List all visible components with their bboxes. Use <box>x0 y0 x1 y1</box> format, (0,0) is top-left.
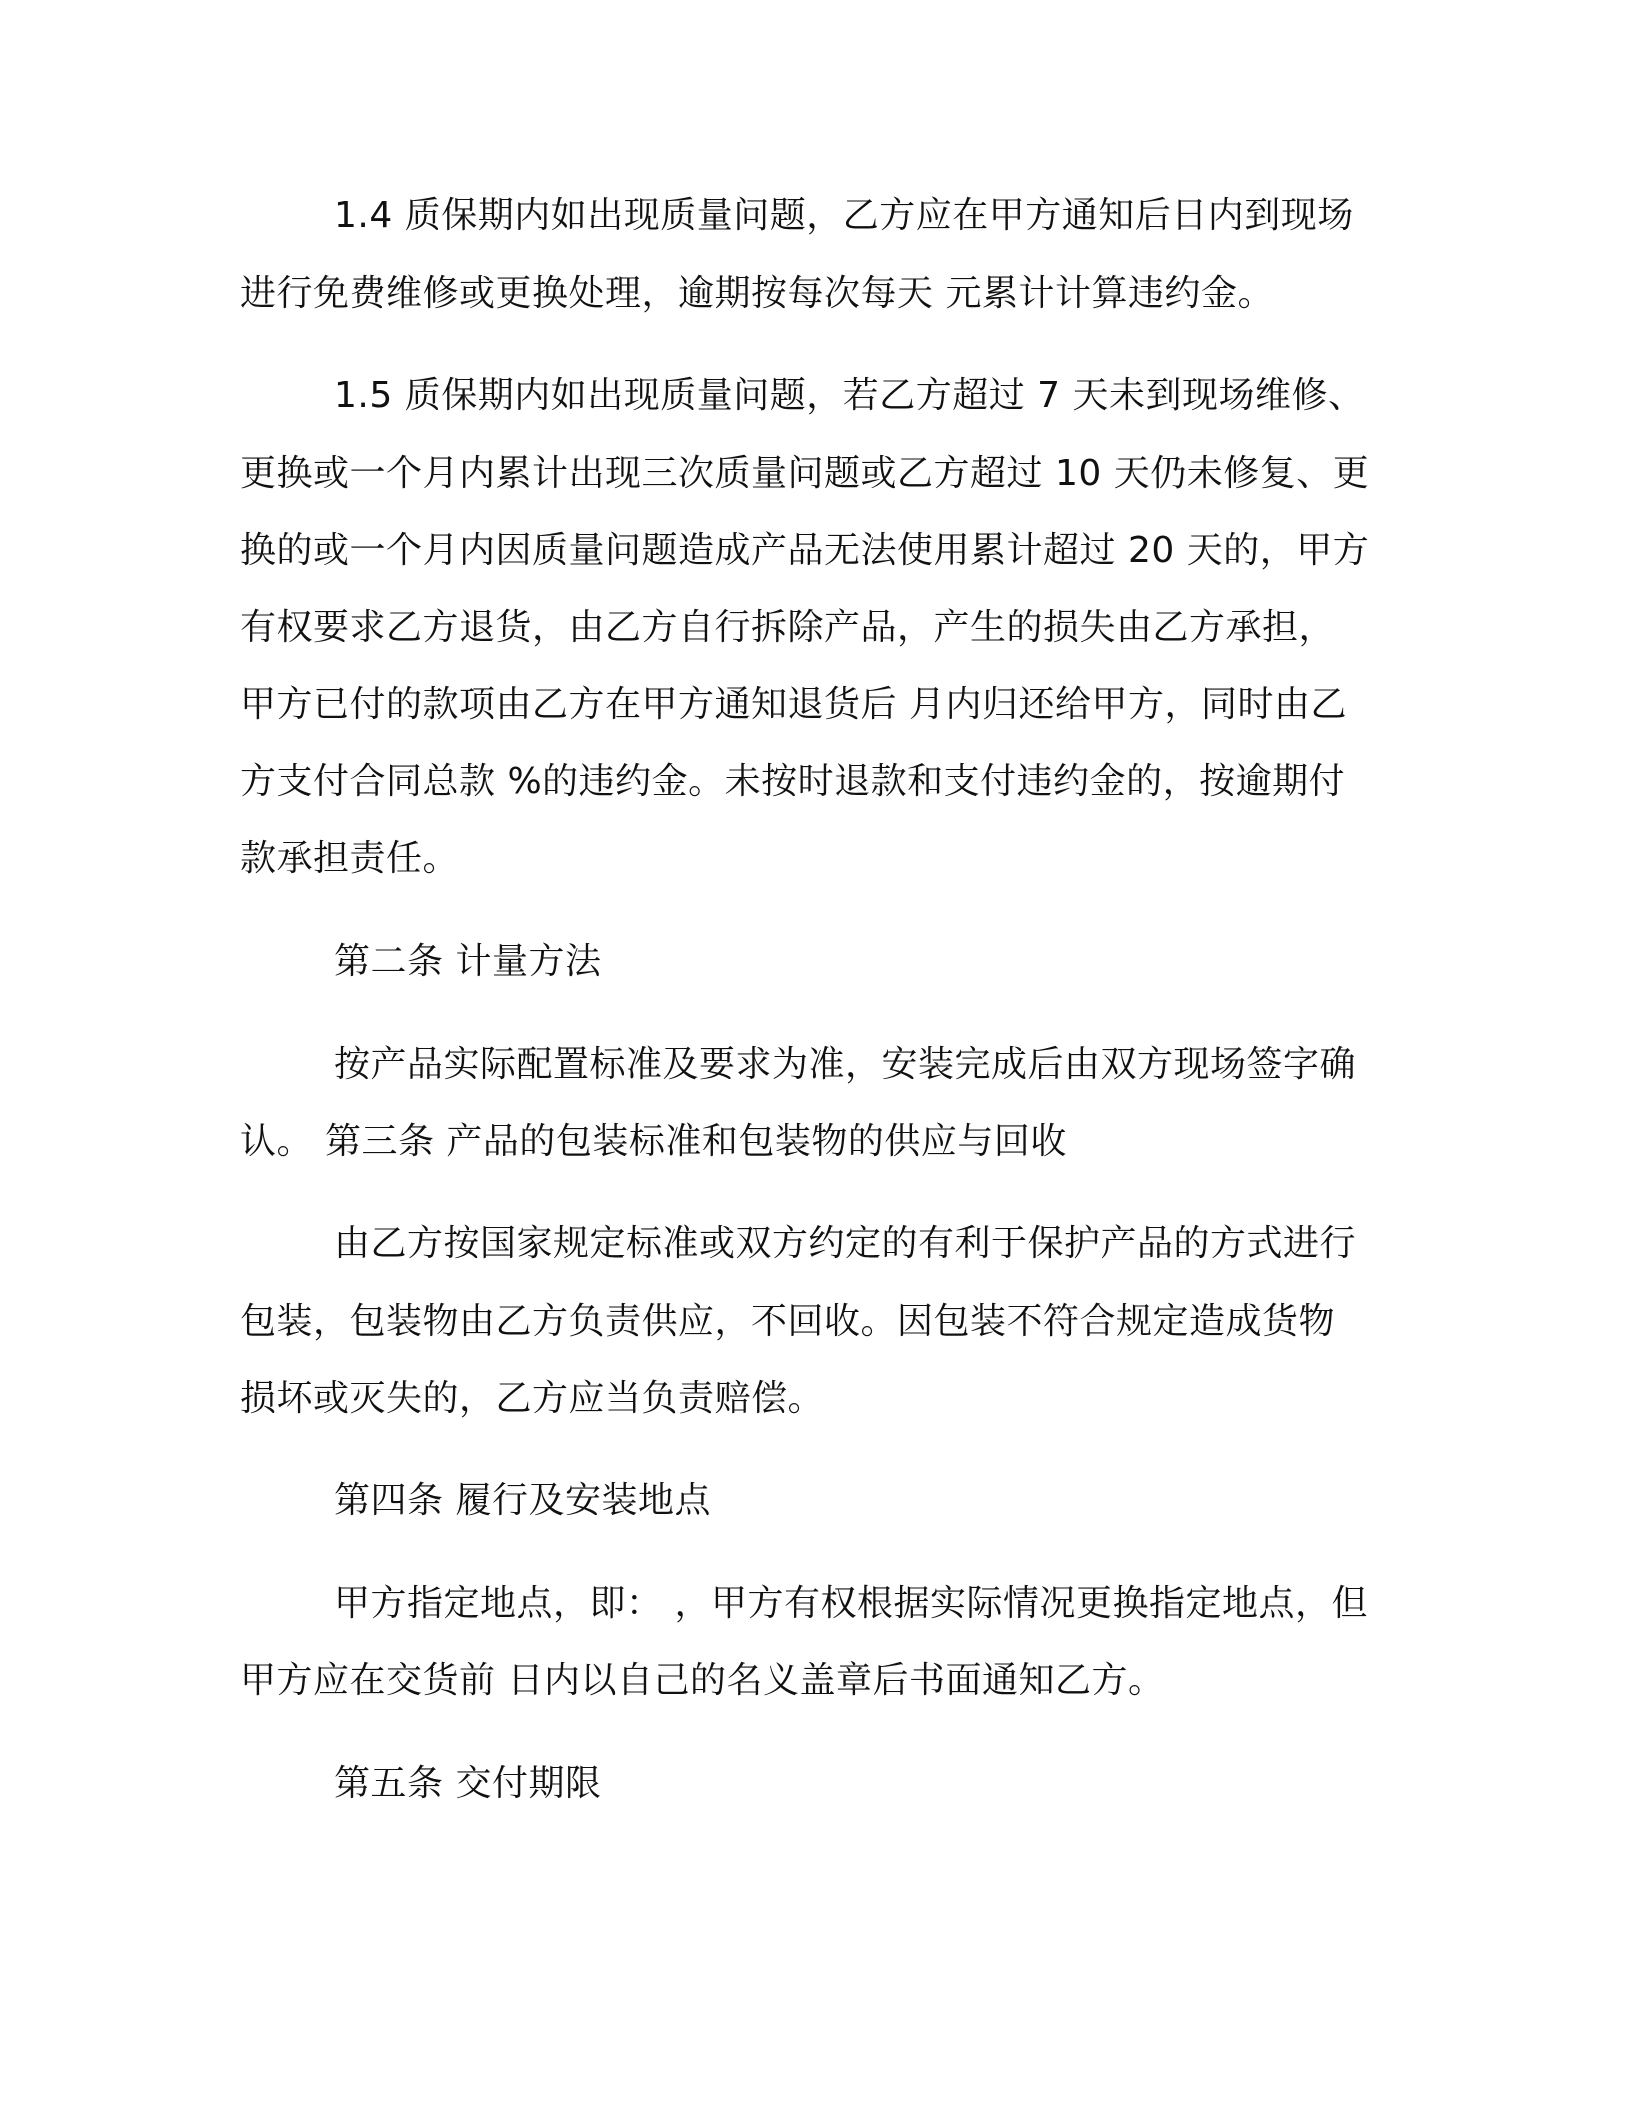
location-line-2: 甲方应在交货前 日内以自己的名义盖章后书面通知乙方。 <box>240 1660 1165 1701</box>
measurement-line-2: 认。 第三条 产品的包装标准和包装物的供应与回收 <box>240 1121 1067 1162</box>
clause-1-4-line-1: 1.4 质保期内如出现质量问题，乙方应在甲方通知后日内到现场 <box>334 195 1354 236</box>
packaging-line-2: 包装，包装物由乙方负责供应，不回收。因包装不符合规定造成货物 <box>240 1301 1336 1342</box>
section-heading-5: 第五条 交付期限 <box>334 1763 602 1804</box>
clause-1-5-line-2: 更换或一个月内累计出现三次质量问题或乙方超过 10 天仍未修复、更 <box>240 453 1370 494</box>
packaging-line-3: 损坏或灭失的，乙方应当负责赔偿。 <box>240 1378 825 1419</box>
section-heading-4: 第四条 履行及安装地点 <box>334 1480 711 1521</box>
measurement-line-1: 按产品实际配置标准及要求为准，安装完成后由双方现场签字确 <box>334 1044 1357 1085</box>
clause-1-5-line-4: 有权要求乙方退货，由乙方自行拆除产品，产生的损失由乙方承担， <box>240 607 1336 648</box>
clause-1-5-line-3: 换的或一个月内因质量问题造成产品无法使用累计超过 20 天的，甲方 <box>240 530 1370 571</box>
clause-1-5-line-7: 款承担责任。 <box>240 838 460 879</box>
clause-1-5-line-1: 1.5 质保期内如出现质量问题，若乙方超过 7 天未到现场维修、 <box>334 375 1365 416</box>
section-heading-2: 第二条 计量方法 <box>334 941 602 982</box>
clause-1-5-line-6: 方支付合同总款 %的违约金。未按时退款和支付违约金的，按逾期付 <box>240 761 1346 802</box>
location-line-1: 甲方指定地点，即： ，甲方有权根据实际情况更换指定地点，但 <box>334 1583 1368 1624</box>
clause-1-4-line-2: 进行免费维修或更换处理，逾期按每次每天 元累计计算违约金。 <box>240 273 1274 314</box>
packaging-line-1: 由乙方按国家规定标准或双方约定的有利于保护产品的方式进行 <box>334 1223 1357 1264</box>
clause-1-5-line-5: 甲方已付的款项由乙方在甲方通知退货后 月内归还给甲方，同时由乙 <box>240 684 1347 725</box>
